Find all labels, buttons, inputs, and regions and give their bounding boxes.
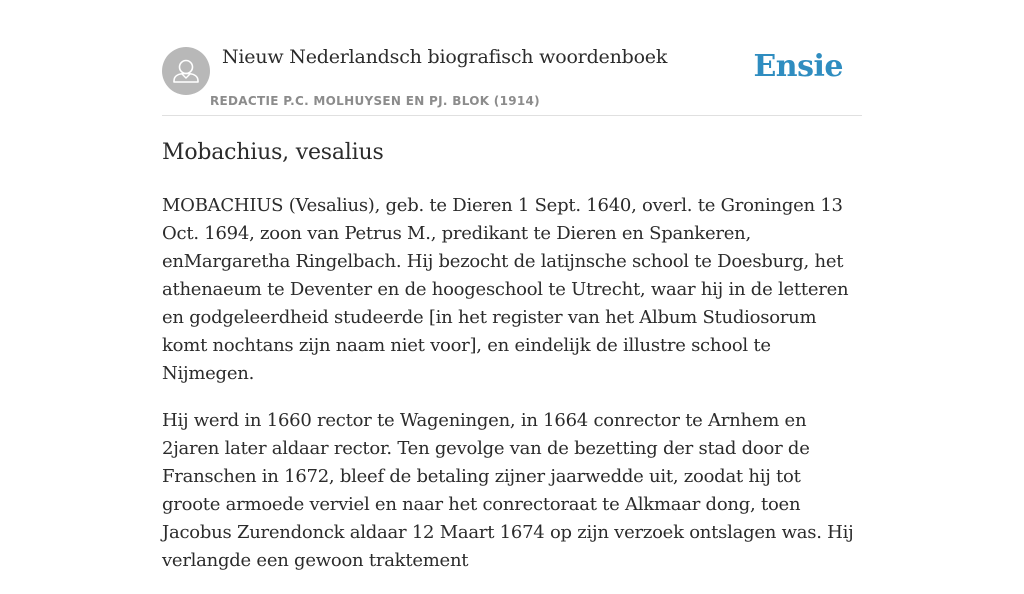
entry-paragraph: MOBACHIUS (Vesalius), geb. te Dieren 1 Sept. 1640, overl. te Groningen 13 Oct. 1694, zoon van Petrus M., predikant te Dieren en Spankeren, enMargaretha Ringelbach. Hij bezocht de latijnsche school te Doesburg, het athenaeum te Deventer en de hoogeschool te Utrecht, waar hij in de letteren en godgeleerdheid studeerde [in het register van het Album Studiosorum komt nochtans zijn naam niet voor], en eindelijk de illustre school te Nijmegen. [162, 195, 849, 384]
ensie-logo[interactable]: Ensie [753, 49, 843, 84]
entry-paragraph: Hij werd in 1660 rector te Wageningen, in 1664 conrector te Arnhem en 2jaren later aldaar rector. Ten gevolge van de bezetting der stad door de Franschen in 1672, bleef de betaling zijner jaarwedde uit, zoodat hij tot groote armoede verviel en naar het conrectoraat te Alkmaar dong, toen Jacobus Zurendonck aldaar 12 Maart 1674 op zijn verzoek ontslagen was. Hij verlangde een gewoon traktement [162, 410, 854, 571]
entry-body [162, 192, 862, 594]
person-outline-icon [162, 47, 210, 95]
article-page [162, 0, 862, 571]
source-editors: REDACTIE P.C. MOLHUYSEN EN PJ. BLOK (1914) [210, 94, 540, 108]
source-title-link[interactable]: Nieuw Nederlandsch biografisch woordenboek [222, 46, 668, 68]
entry-title: Mobachius, vesalius [162, 140, 384, 165]
source-header [162, 0, 862, 116]
source-avatar[interactable] [162, 47, 210, 95]
